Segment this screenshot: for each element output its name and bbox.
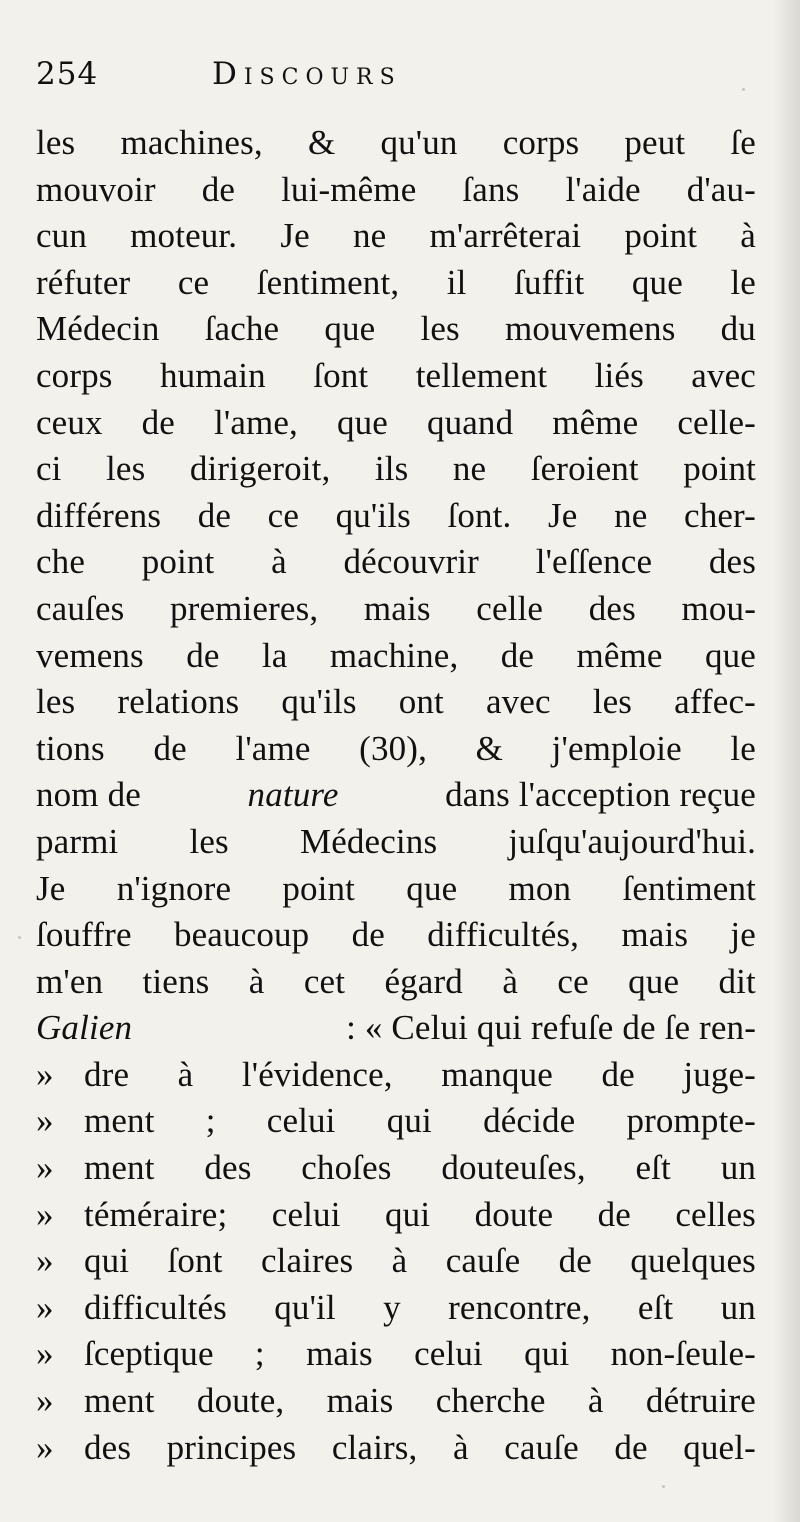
quoted-line xyxy=(36,1425,756,1472)
word: quelques xyxy=(630,1241,756,1281)
word: de xyxy=(201,169,236,209)
word: mais xyxy=(621,915,689,955)
word: doute, xyxy=(196,1381,285,1421)
word: cet xyxy=(303,961,346,1001)
word: moteur. xyxy=(130,216,238,256)
word: ce xyxy=(557,961,589,1001)
word: vemens xyxy=(36,635,144,675)
quote-mark: » xyxy=(36,1334,54,1374)
word: de xyxy=(558,1241,592,1281)
word: mais xyxy=(306,1334,373,1374)
word: qui xyxy=(524,1334,570,1374)
word: principes xyxy=(166,1427,297,1467)
word: les xyxy=(420,309,460,349)
quoted-line xyxy=(36,1331,756,1378)
word: difficultés xyxy=(84,1287,227,1327)
word: m'arrêterai xyxy=(429,216,582,256)
word: ſentiment xyxy=(622,868,756,908)
word: qui xyxy=(386,1101,432,1141)
word: que xyxy=(324,309,376,349)
word: relations xyxy=(117,682,240,722)
word: je xyxy=(730,915,756,955)
word: rencontre, xyxy=(448,1287,591,1327)
word: ce xyxy=(177,262,210,302)
quoted-line xyxy=(36,1098,756,1145)
word: cher- xyxy=(684,495,756,535)
text-line xyxy=(36,819,756,866)
word: juge- xyxy=(683,1054,756,1094)
word: ment xyxy=(84,1148,155,1188)
quote-mark: » xyxy=(36,1381,54,1421)
word: qui xyxy=(84,1241,130,1281)
text-line xyxy=(36,912,756,959)
text-line xyxy=(36,213,756,260)
quote-text xyxy=(84,1285,756,1332)
word: l'évidence, xyxy=(241,1054,393,1094)
quote-text xyxy=(84,1331,756,1378)
word: ; xyxy=(205,1101,216,1141)
page-number: 254 xyxy=(36,56,99,92)
text-line xyxy=(36,400,756,447)
quote-mark: » xyxy=(36,1148,54,1188)
word: découvrir xyxy=(343,542,479,582)
word: téméraire; xyxy=(84,1194,228,1234)
word: à xyxy=(271,542,287,582)
word: ſont xyxy=(167,1241,223,1281)
word: cun xyxy=(36,216,87,256)
word: l'ame xyxy=(235,728,311,768)
word: ſuffit xyxy=(514,262,585,302)
word: juſqu'aujourd'hui. xyxy=(508,821,756,861)
word: premieres, xyxy=(170,588,319,628)
word: de xyxy=(186,635,220,675)
word: réfuter xyxy=(36,262,131,302)
text-line xyxy=(36,446,756,493)
word: celui xyxy=(414,1334,483,1374)
text-line xyxy=(36,353,756,400)
word: machines, xyxy=(120,123,263,162)
word: douteuſes, xyxy=(441,1148,586,1188)
word: ne xyxy=(452,449,487,489)
word: que xyxy=(704,635,756,675)
quote-text xyxy=(84,1052,756,1099)
word: du xyxy=(720,309,756,349)
word: de xyxy=(500,635,535,675)
word: Je xyxy=(548,495,578,535)
word: clairs, xyxy=(331,1427,418,1467)
word: mou- xyxy=(681,588,756,628)
word: doute xyxy=(474,1194,554,1234)
text-line xyxy=(36,260,756,307)
word: des xyxy=(84,1427,132,1467)
text-segment: nom de xyxy=(36,775,141,815)
text-line xyxy=(36,959,756,1006)
text-line xyxy=(36,726,756,773)
page-header xyxy=(36,56,756,100)
word: celle xyxy=(476,588,544,628)
word: égard xyxy=(384,961,463,1001)
quote-mark: » xyxy=(36,1054,54,1094)
word: y xyxy=(383,1287,401,1327)
word: le xyxy=(730,728,756,768)
word: manque xyxy=(441,1054,553,1094)
word: ſont xyxy=(313,355,369,395)
word: que xyxy=(628,961,680,1001)
word: mouvemens xyxy=(504,309,676,349)
word: à xyxy=(248,961,265,1001)
scan-speck xyxy=(662,1485,665,1488)
word: il xyxy=(446,262,467,302)
word: ſache xyxy=(204,309,280,349)
text-segment: dans l'acception reçue xyxy=(445,775,756,815)
word: différens xyxy=(36,495,162,535)
word: corps xyxy=(502,123,580,162)
quoted-line xyxy=(36,1378,756,1425)
word: mon xyxy=(508,868,572,908)
word: à xyxy=(587,1381,604,1421)
word: celui xyxy=(271,1194,341,1234)
word: point xyxy=(141,542,215,582)
word: à xyxy=(740,216,756,256)
word: à xyxy=(453,1427,469,1467)
text-segment: : « Celui qui refuſe de ſe ren- xyxy=(346,1008,756,1048)
word: ment xyxy=(84,1381,155,1421)
word: prompte- xyxy=(626,1101,756,1141)
word: les xyxy=(36,682,76,722)
word: liés xyxy=(594,355,644,395)
word: m'en xyxy=(36,961,104,1001)
word: dirigeroit, xyxy=(189,449,331,489)
text-line xyxy=(36,539,756,586)
word: ſouffre xyxy=(36,915,132,955)
word: ils xyxy=(374,449,409,489)
word: eſt xyxy=(635,1148,671,1188)
word: qu'ils xyxy=(281,682,357,722)
word: les xyxy=(106,449,146,489)
italic-term: nature xyxy=(247,775,339,815)
word: de xyxy=(351,915,385,955)
word: qui xyxy=(385,1194,431,1234)
word: eſt xyxy=(637,1287,674,1327)
text-line xyxy=(36,679,756,726)
quote-mark: » xyxy=(36,1241,54,1281)
word: ne xyxy=(614,495,648,535)
page-edge-shadow xyxy=(772,0,800,1522)
word: cauſes xyxy=(36,588,125,628)
word: ce xyxy=(267,495,300,535)
italic-name: Galien xyxy=(36,1008,133,1048)
word: de xyxy=(597,1194,631,1234)
word: difficultés, xyxy=(427,915,580,955)
quote-text xyxy=(84,1098,756,1145)
word: mais xyxy=(326,1381,394,1421)
word: décide xyxy=(483,1101,576,1141)
word: ſentiment, xyxy=(256,262,400,302)
word: Médecin xyxy=(36,309,160,349)
word: celui xyxy=(266,1101,336,1141)
text-line-with-italic xyxy=(36,772,756,819)
word: Je xyxy=(280,216,310,256)
word: même xyxy=(552,402,639,442)
word: des xyxy=(204,1148,252,1188)
word: avec xyxy=(485,682,551,722)
quoted-line xyxy=(36,1145,756,1192)
quote-text xyxy=(84,1192,756,1239)
word: que xyxy=(406,868,458,908)
word: un xyxy=(720,1148,756,1188)
word: cauſe xyxy=(504,1427,579,1467)
word: l'ame, xyxy=(213,402,298,442)
word: mais xyxy=(363,588,431,628)
word: tellement xyxy=(415,355,548,395)
word: à xyxy=(502,961,519,1001)
word: de xyxy=(141,402,175,442)
word: qu'ils xyxy=(335,495,411,535)
word: beaucoup xyxy=(173,915,310,955)
word: ci xyxy=(36,449,62,489)
word: celles xyxy=(675,1194,756,1234)
word: l'aide xyxy=(565,169,641,209)
word: de xyxy=(197,495,232,535)
word: celle- xyxy=(677,402,756,442)
word: tions xyxy=(36,728,105,768)
word: les xyxy=(592,682,633,722)
word: ſeroient xyxy=(530,449,639,489)
quote-mark: » xyxy=(36,1101,54,1141)
quote-text xyxy=(84,1238,756,1285)
word: des xyxy=(708,542,756,582)
word: & xyxy=(475,728,503,768)
word: la xyxy=(261,635,288,675)
word: avec xyxy=(691,355,756,395)
word: ſceptique xyxy=(84,1334,214,1374)
word: affec- xyxy=(674,682,756,722)
word: choſes xyxy=(301,1148,392,1188)
text-line-with-italic xyxy=(36,1005,756,1052)
quote-mark: » xyxy=(36,1194,54,1234)
word: détruire xyxy=(645,1381,756,1421)
word: ceux xyxy=(36,402,103,442)
word: à xyxy=(391,1241,408,1281)
word: che xyxy=(36,542,86,582)
word: de xyxy=(153,728,187,768)
word: les xyxy=(36,123,76,162)
body-text xyxy=(36,120,756,1471)
text-line xyxy=(36,167,756,214)
word: quel- xyxy=(683,1427,756,1467)
text-line xyxy=(36,586,756,633)
word: qu'il xyxy=(274,1287,336,1327)
word: dit xyxy=(718,961,756,1001)
word: humain xyxy=(159,355,266,395)
word: les xyxy=(189,821,229,861)
word: claires xyxy=(260,1241,354,1281)
word: lui-même xyxy=(281,169,417,209)
word: que xyxy=(336,402,388,442)
word: & xyxy=(307,123,336,162)
word: le xyxy=(730,262,756,302)
word: des xyxy=(588,588,636,628)
word: qu'un xyxy=(380,123,458,162)
quoted-line xyxy=(36,1192,756,1239)
quote-mark: » xyxy=(36,1427,54,1467)
word: dre xyxy=(84,1054,130,1094)
word: ſont. xyxy=(447,495,512,535)
word: d'au- xyxy=(686,169,756,209)
word: de xyxy=(601,1054,635,1094)
word: j'emploie xyxy=(551,728,682,768)
quote-mark: » xyxy=(36,1287,54,1327)
word: que xyxy=(631,262,683,302)
scan-speck xyxy=(742,88,745,91)
word: ne xyxy=(353,216,387,256)
word: l'eſſence xyxy=(535,542,653,582)
word: ont xyxy=(398,682,444,722)
word: de xyxy=(614,1427,648,1467)
text-line xyxy=(36,633,756,680)
text-line xyxy=(36,120,756,167)
text-line xyxy=(36,493,756,540)
word: même xyxy=(576,635,663,675)
scan-speck xyxy=(18,936,21,939)
word: ſans xyxy=(462,169,520,209)
word: quand xyxy=(426,402,514,442)
word: point xyxy=(624,216,698,256)
word: corps xyxy=(36,355,113,395)
quote-text xyxy=(84,1425,756,1472)
word: point xyxy=(683,449,756,489)
word: cherche xyxy=(435,1381,546,1421)
word: peut xyxy=(624,123,686,162)
word: cauſe xyxy=(445,1241,521,1281)
word: point xyxy=(282,868,356,908)
word: non-ſeule- xyxy=(610,1334,756,1374)
quote-text xyxy=(84,1145,756,1192)
word: Je xyxy=(36,868,66,908)
word: Médecins xyxy=(299,821,438,861)
text-line xyxy=(36,306,756,353)
word: ; xyxy=(254,1334,265,1374)
word: un xyxy=(720,1287,756,1327)
quoted-line xyxy=(36,1238,756,1285)
quote-text xyxy=(84,1378,756,1425)
word: mouvoir xyxy=(36,169,156,209)
word: n'ignore xyxy=(116,868,232,908)
word: parmi xyxy=(36,821,119,861)
word: tiens xyxy=(142,961,210,1001)
word: ſe xyxy=(730,123,756,162)
word: machine, xyxy=(329,635,459,675)
running-head: Discours xyxy=(212,56,402,92)
word: à xyxy=(177,1054,194,1094)
text-line xyxy=(36,866,756,913)
quoted-line xyxy=(36,1285,756,1332)
word: ment xyxy=(84,1101,155,1141)
quoted-line xyxy=(36,1052,756,1099)
word: (30), xyxy=(359,728,427,768)
